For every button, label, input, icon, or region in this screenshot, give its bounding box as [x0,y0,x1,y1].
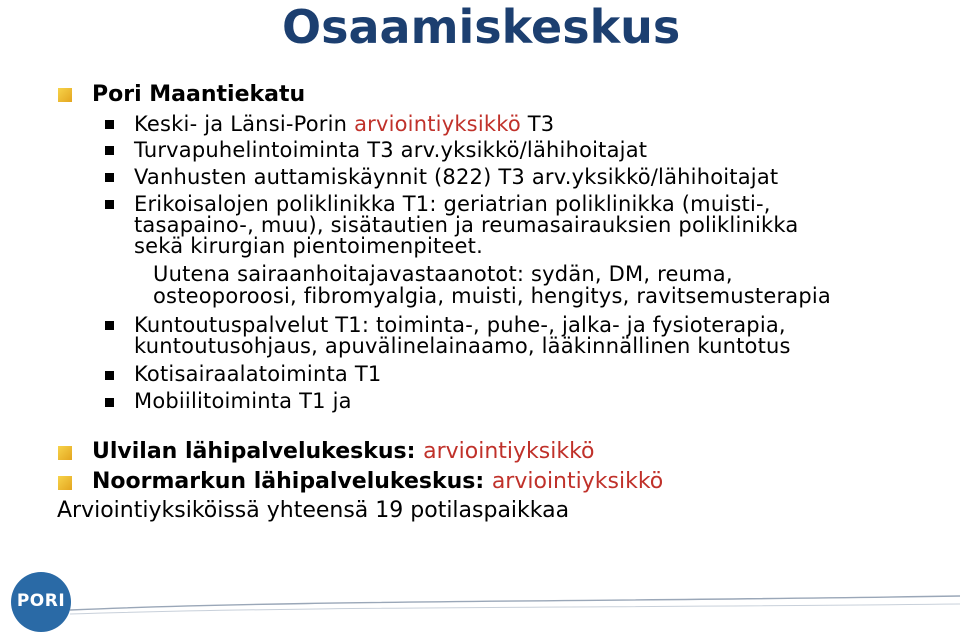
section-heading-noormarkku-label: Noormarkun lähipalvelukeskus: [92,469,492,494]
section-heading-ulvila [92,440,595,464]
square-bullet-icon [105,371,114,380]
gold-square-bullet-icon [58,476,72,490]
gold-square-bullet-icon [58,88,72,102]
footer-swoosh-decoration [0,560,960,641]
list-item-continuation: tasapaino-, muu), sisätautien ja reumasairauksien poliklinikka [134,213,799,237]
square-bullet-icon [105,398,114,407]
list-item: Kuntoutuspalvelut T1: toiminta-, puhe-, jalka- ja fysioterapia, [134,313,786,337]
list-item-text: Keski- ja Länsi-Porin [134,112,355,136]
arviointiyksikko-highlight: arviointiyksikkö [491,469,664,494]
summary-text: Arviointiyksiköissä yhteensä 19 potilaspaikkaa [57,498,570,523]
list-item-text-suffix: T3 [520,112,555,136]
section-heading-ulvila-label: Ulvilan lähipalvelukeskus: [92,439,424,464]
list-item-continuation: sekä kirurgian pientoimenpiteet. [134,234,483,258]
list-item: Mobiilitoiminta T1 ja [134,389,352,413]
square-bullet-icon [105,173,114,182]
gold-square-bullet-icon [58,446,72,460]
page-title: Osaamiskeskus [282,0,681,54]
list-item: Turvapuhelintoiminta T3 arv.yksikkö/lähihoitajat [134,138,648,162]
section-heading-noormarkku [92,470,663,494]
list-item: Vanhusten auttamiskäynnit (822) T3 arv.yksikkö/lähihoitajat [134,165,779,189]
note-text: Uutena sairaanhoitajavastaanotot: sydän, DM, reuma, [153,262,733,286]
square-bullet-icon [105,120,114,129]
square-bullet-icon [105,146,114,155]
arviointiyksikko-highlight: arviointiyksikkö [354,112,521,136]
list-item: Erikoisalojen poliklinikka T1: geriatrian poliklinikka (muisti-, [134,192,771,216]
square-bullet-icon [105,321,114,330]
arviointiyksikko-highlight: arviointiyksikkö [423,439,595,464]
note-text-continuation: osteoporoosi, fibromyalgia, muisti, hengitys, ravitsemusterapia [153,284,831,308]
list-item: Kotisairaalatoiminta T1 [134,362,382,386]
list-item-continuation: kuntoutusohjaus, apuvälinelainaamo, lääkinnällinen kuntotus [134,334,791,358]
section-heading-pori: Pori Maantiekatu [92,82,306,107]
list-item [134,112,554,136]
square-bullet-icon [105,200,114,209]
pori-logo [11,572,71,632]
pori-logo-text: PORI [16,591,66,611]
